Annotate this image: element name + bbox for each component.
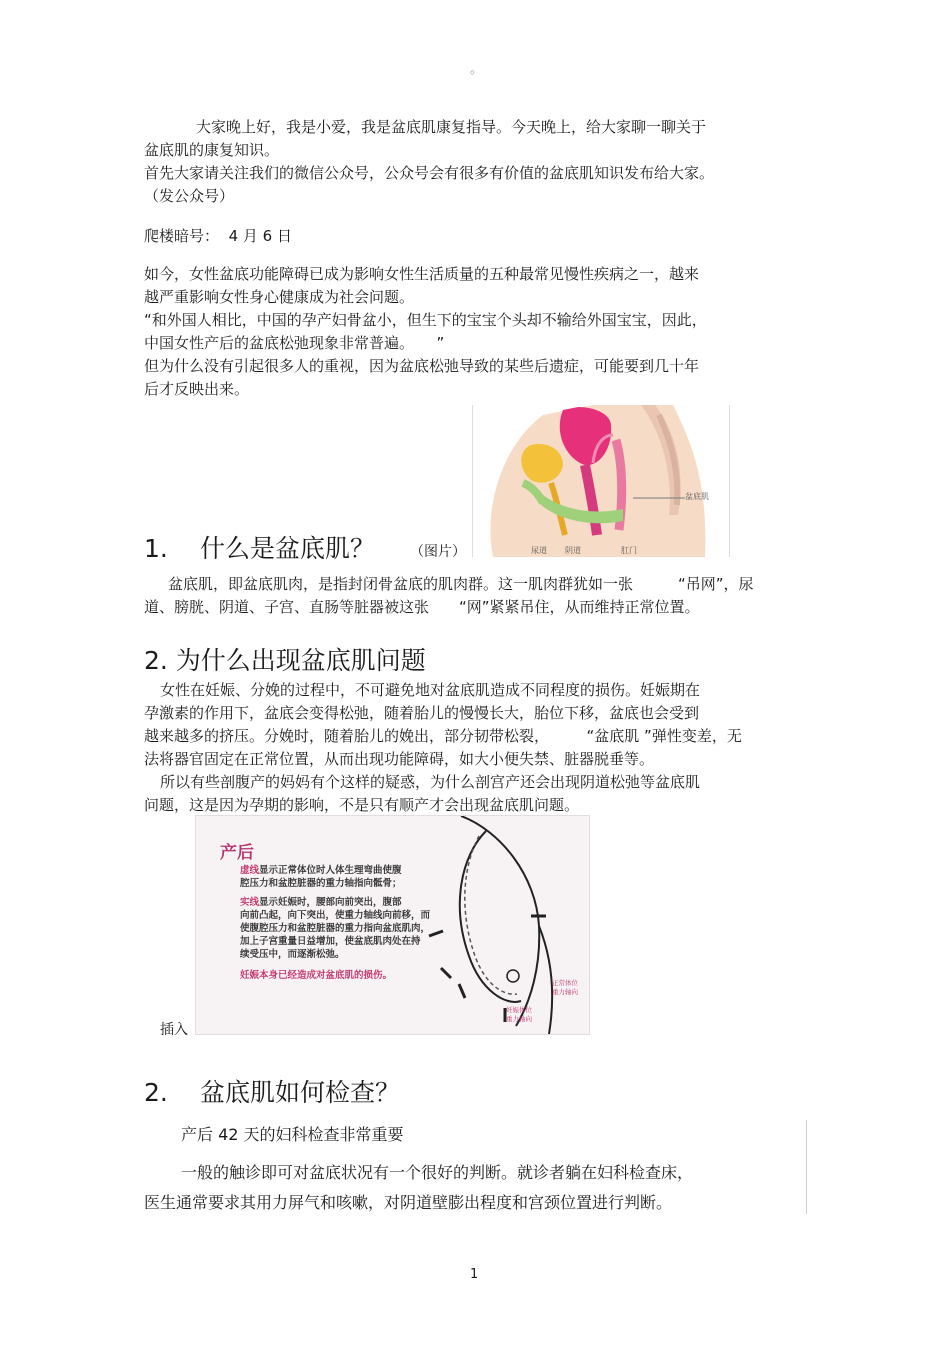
figure2-text-2f: 续受压中，而逐渐松弛。 [240, 949, 345, 960]
solid-line-term: 实线 [240, 897, 260, 908]
section2-line-3: 越来越多的挤压。分娩时，随着胎儿的娩出，部分韧带松裂， “盆底肌 ”弹性变差，无 [144, 727, 742, 745]
label-pelvic-floor: 盆底肌 [685, 492, 709, 501]
figure2-text-2b: 显示妊娠时，腰部向前突出，腹部 [259, 897, 402, 908]
para2-line-1: 如今，女性盆底功能障碍已成为影响女性生活质量的五种最常见慢性疾病之一，越来 [144, 265, 700, 283]
label-urethra: 尿道 [531, 546, 547, 555]
figure2-text-2c: 向前凸起，向下突出，使重力轴线向前移，而 [240, 910, 431, 921]
section3-number: 2. [144, 1078, 168, 1107]
pelvic-anatomy-figure [472, 405, 730, 557]
para2-line-2: 越严重影响女性身心健康成为社会问题。 [144, 288, 415, 306]
section3-line-3: 医生通常要求其用力屏气和咳嗽，对阴道壁膨出程度和宫颈位置进行判断。 [144, 1193, 673, 1212]
normal-posture-label-2: 重力轴向 [552, 988, 578, 996]
section1-heading [144, 534, 375, 564]
section1-line-2: 道、膀胱、阴道、子宫、直肠等脏器被这张 “网”紧紧吊住，从而维持正常位置。 [144, 598, 700, 616]
section3-title: 盆底肌如何检查？ [200, 1078, 401, 1107]
intro-line-2: 盆底肌的康复知识。 [144, 141, 280, 159]
password-value: 4 月 6 日 [228, 227, 292, 245]
pregnant-posture-label [506, 1006, 532, 1024]
box-right-border [806, 1120, 807, 1214]
section2-line-4: 法将器官固定在正常位置，从而出现功能障碍，如大小便失禁、脏器脱垂等。 [144, 750, 655, 768]
normal-posture-label-1: 正常体位 [552, 979, 578, 987]
posture-outline-illustration [421, 816, 589, 1034]
password-line [144, 225, 292, 248]
pregnant-posture-label-1: 妊娠体位 [506, 1006, 532, 1014]
pelvic-anatomy-illustration [473, 405, 729, 557]
pregnant-posture-label-2: 重力轴向 [506, 1015, 532, 1023]
para2-line-4: 中国女性产后的盆底松弛现象非常普遍。 ” [144, 334, 445, 352]
figure2-text-1b: 显示正常体位时人体生理弯曲使腹 [259, 865, 402, 876]
figure2-text-2d: 使腹腔压力和盆腔脏器的重力指向盆底肌肉， [240, 923, 431, 934]
normal-posture-label [552, 979, 578, 997]
dashed-line-term: 虚线 [240, 865, 260, 876]
section2-line-2: 孕激素的作用下，盆底会变得松弛，随着胎儿的慢慢长大，胎位下移，盆底也会受到 [144, 704, 700, 722]
para2-line-3: “和外国人相比，中国的孕产妇骨盆小，但生下的宝宝个头却不输给外国宝宝，因此， [144, 311, 707, 329]
section3-line-2: 一般的触诊即可对盆底状况有一个很好的判断。就诊者躺在妇科检查床， [181, 1163, 694, 1182]
label-vagina: 阴道 [565, 546, 581, 555]
section2-line-1: 女性在妊娠、分娩的过程中，不可避免地对盆底肌造成不同程度的损伤。妊娠期在 [160, 681, 701, 699]
section2-line-6: 问题，这是因为孕期的影响，不是只有顺产才会出现盆底肌问题。 [144, 796, 580, 814]
section2-heading: 2. 为什么出现盆底肌问题 [144, 646, 426, 675]
label-anus: 肛门 [621, 546, 637, 555]
para2-line-5: 但为什么没有引起很多人的重视，因为盆底松弛导致的某些后遗症，可能要到几十年 [144, 357, 700, 375]
section1-note: （图片） [410, 544, 466, 560]
insert-label: 插入 [160, 1022, 188, 1038]
figure2-title: 产后 [220, 843, 254, 863]
intro-line-3: 首先大家请关注我们的微信公众号，公众号会有很多有价值的盆底肌知识发布给大家。 [144, 164, 715, 182]
postpartum-figure [195, 815, 590, 1035]
page-number: 1 [470, 1267, 479, 1282]
password-label: 爬楼暗号： [144, 227, 220, 245]
intro-line-4: （发公众号） [144, 187, 235, 205]
figure2-text-2e: 加上子宫重量日益增加，使盆底肌肉处在持 [240, 936, 421, 947]
section1-number: 1. [144, 534, 168, 563]
figure2-text-block [240, 864, 430, 982]
section3-line-1: 产后 42 天的妇科检查非常重要 [181, 1125, 404, 1144]
section1-line-1: 盆底肌，即盆底肌肉，是指封闭骨盆底的肌肉群。这一肌肉群犹如一张 “吊网”，尿 [168, 575, 754, 593]
figure2-text-3: 妊娠本身已经造成对盆底肌的损伤。 [240, 970, 393, 981]
section3-heading [144, 1078, 400, 1108]
section2-line-5: 所以有些剖腹产的妈妈有个这样的疑惑，为什么剖宫产还会出现阴道松弛等盆底肌 [160, 773, 701, 791]
para2-line-6: 后才反映出来。 [144, 380, 250, 398]
section1-title: 什么是盆底肌？ [200, 534, 376, 563]
header-mark: 。 [470, 62, 484, 77]
intro-line-1: 大家晚上好，我是小爱，我是盆底肌康复指导。今天晚上，给大家聊一聊关于 [196, 118, 707, 136]
figure2-text-1c: 腔压力和盆腔脏器的重力轴指向骶骨； [240, 878, 402, 889]
